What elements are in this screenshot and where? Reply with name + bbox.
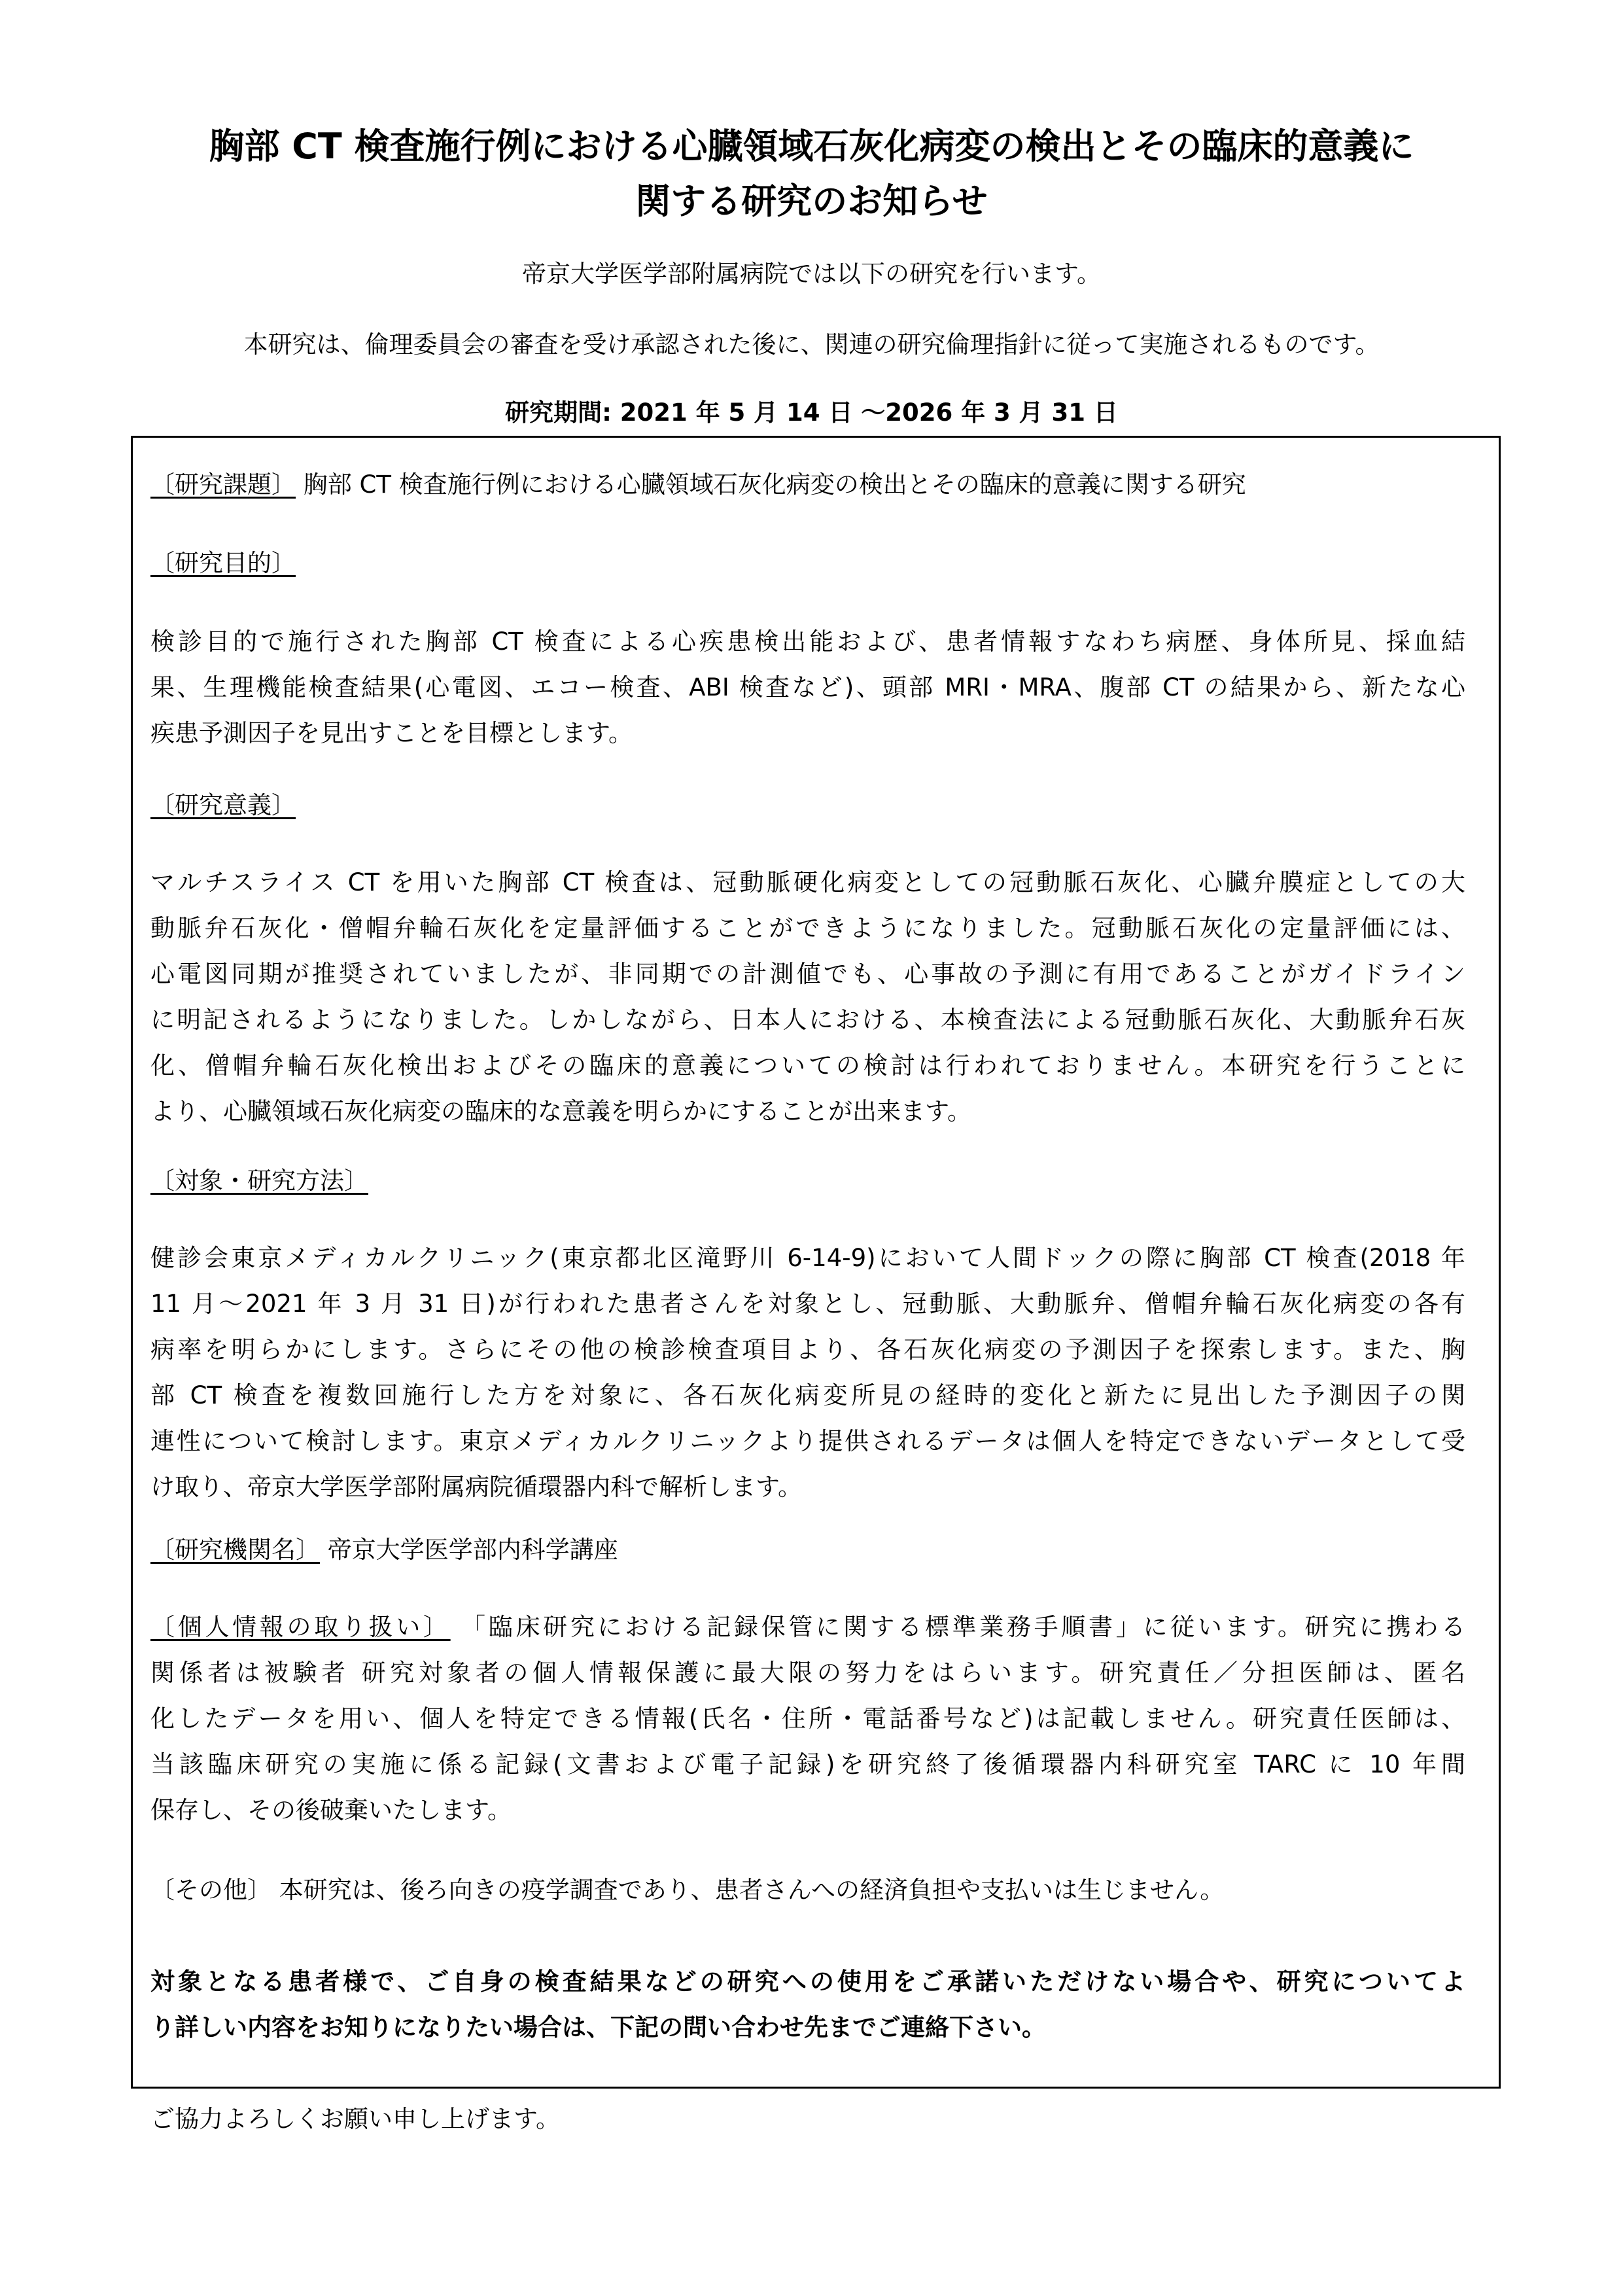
title-line-1: 胸部 CT 検査施行例における心臓領域石灰化病変の検出とその臨床的意義に (209, 126, 1414, 167)
section-subject (150, 462, 1465, 508)
significance-line: より、心臓領域石灰化病変の臨床的な意義を明らかにすることが出来ます。 (150, 1097, 972, 1125)
section-purpose (150, 619, 1465, 756)
significance-line: マルチスライス CT を用いた胸部 CT 検査は、冠動脈硬化病変としての冠動脈石灰化、心臓弁膜症としての大 (150, 868, 1465, 896)
privacy-first-line (150, 1604, 1465, 1650)
privacy-line: 保存し、その後破棄いたします。 (150, 1796, 512, 1824)
other-label: 〔その他〕 (150, 1876, 271, 1904)
purpose-line: 疾患予測因子を見出すことを目標とします。 (150, 719, 633, 747)
section-privacy (150, 1604, 1465, 1833)
section-institution (150, 1527, 1465, 1573)
section-methods (150, 1235, 1465, 1510)
subject-text: 胸部 CT 検査施行例における心臓領域石灰化病変の検出とその臨床的意義に関する研究 (296, 470, 1246, 499)
contact-notice-line: 対象となる患者様で、ご自身の検査結果などの研究への使用をご承諾いただけない場合や、研究についてよ (150, 1968, 1465, 1996)
section-other (150, 1867, 1465, 1913)
privacy-line: 当該臨床研究の実施に係る記録(文書および電子記録)を研究終了後循環器内科研究室 TARC に 10 年間 (150, 1750, 1465, 1778)
privacy-label: 〔個人情報の取り扱い〕 (150, 1613, 451, 1641)
subject-label: 〔研究課題〕 (150, 470, 296, 499)
privacy-first-text: 「臨床研究における記録保管に関する標準業務手順書」に従います。研究に携わる (450, 1613, 1465, 1641)
purpose-line: 果、生理機能検査結果(心電図、エコー検査、ABI 検査など)、頭部 MRI・MRA、腹部 CT の結果から、新たな心 (150, 673, 1465, 701)
methods-line: 病率を明らかにします。さらにその他の検診検査項目より、各石灰化病変の予測因子を探索します。また、胸 (150, 1335, 1465, 1364)
methods-line: け取り、帝京大学医学部附属病院循環器内科で解析します。 (150, 1473, 803, 1501)
methods-line: 連性について検討します。東京メディカルクリニックより提供されるデータは個人を特定できないデータとして受 (150, 1427, 1465, 1455)
other-text: 本研究は、後ろ向きの疫学調査であり、患者さんへの経済負担や支払いは生じません。 (271, 1876, 1225, 1904)
methods-heading (150, 1158, 1465, 1204)
closing-line: ご協力よろしくお願い申し上げます。 (150, 2105, 561, 2133)
purpose-label: 〔研究目的〕 (150, 549, 296, 577)
section-significance (150, 860, 1465, 1135)
methods-line: 部 CT 検査を複数回施行した方を対象に、各石灰化病変所見の経時的変化と新たに見出した予測因子の関 (150, 1381, 1465, 1409)
privacy-line: 関係者は被験者 研究対象者の個人情報保護に最大限の努力をはらいます。研究責任／分担医師は、匿名 (150, 1659, 1465, 1687)
hospital-statement: 帝京大学医学部附属病院では以下の研究を行います。 (521, 260, 1102, 288)
significance-label: 〔研究意義〕 (150, 791, 296, 819)
significance-line: 心電図同期が推奨されていましたが、非同期での計測値でも、心事故の予測に有用であることがガイドライン (150, 960, 1465, 988)
privacy-line: 化したデータを用い、個人を特定できる情報(氏名・住所・電話番号など)は記載しません。研究責任医師は、 (150, 1704, 1465, 1733)
methods-line: 健診会東京メディカルクリニック(東京都北区滝野川 6-14-9)において人間ドックの際に胸部 CT 検査(2018 年 (150, 1244, 1465, 1272)
significance-line: 動脈弁石灰化・僧帽弁輪石灰化を定量評価することができようになりました。冠動脈石灰化の定量評価には、 (150, 914, 1465, 942)
contact-notice-line: り詳しい内容をお知りになりたい場合は、下記の問い合わせ先までご連絡下さい。 (150, 2013, 1046, 2041)
purpose-heading (150, 540, 1465, 586)
institution-label: 〔研究機関名〕 (150, 1536, 320, 1564)
contact-notice (150, 1959, 1465, 2051)
ethics-statement: 本研究は、倫理委員会の審査を受け承認された後に、関連の研究倫理指針に従って実施されるものです。 (243, 330, 1380, 359)
institution-text: 帝京大学医学部内科学講座 (320, 1536, 618, 1564)
methods-label: 〔対象・研究方法〕 (150, 1167, 368, 1195)
document-title (0, 119, 1623, 229)
title-line-2: 関する研究のお知らせ (635, 181, 988, 222)
significance-line: 化、僧帽弁輪石灰化検出およびその臨床的意義についての検討は行われておりません。本研究を行うことに (150, 1051, 1465, 1080)
methods-line: 11 月～2021 年 3 月 31 日)が行われた患者さんを対象とし、冠動脈、大動脈弁、僧帽弁輪石灰化病変の各有 (150, 1290, 1465, 1318)
research-period: 研究期間: 2021 年 5 月 14 日 ～2026 年 3 月 31 日 (505, 398, 1118, 427)
significance-line: に明記されるようになりました。しかしながら、日本人における、本検査法による冠動脈石灰化、大動脈弁石灰 (150, 1006, 1465, 1034)
purpose-line: 検診目的で施行された胸部 CT 検査による心疾患検出能および、患者情報すなわち病歴、身体所見、採血結 (150, 627, 1465, 656)
significance-heading (150, 783, 1465, 828)
